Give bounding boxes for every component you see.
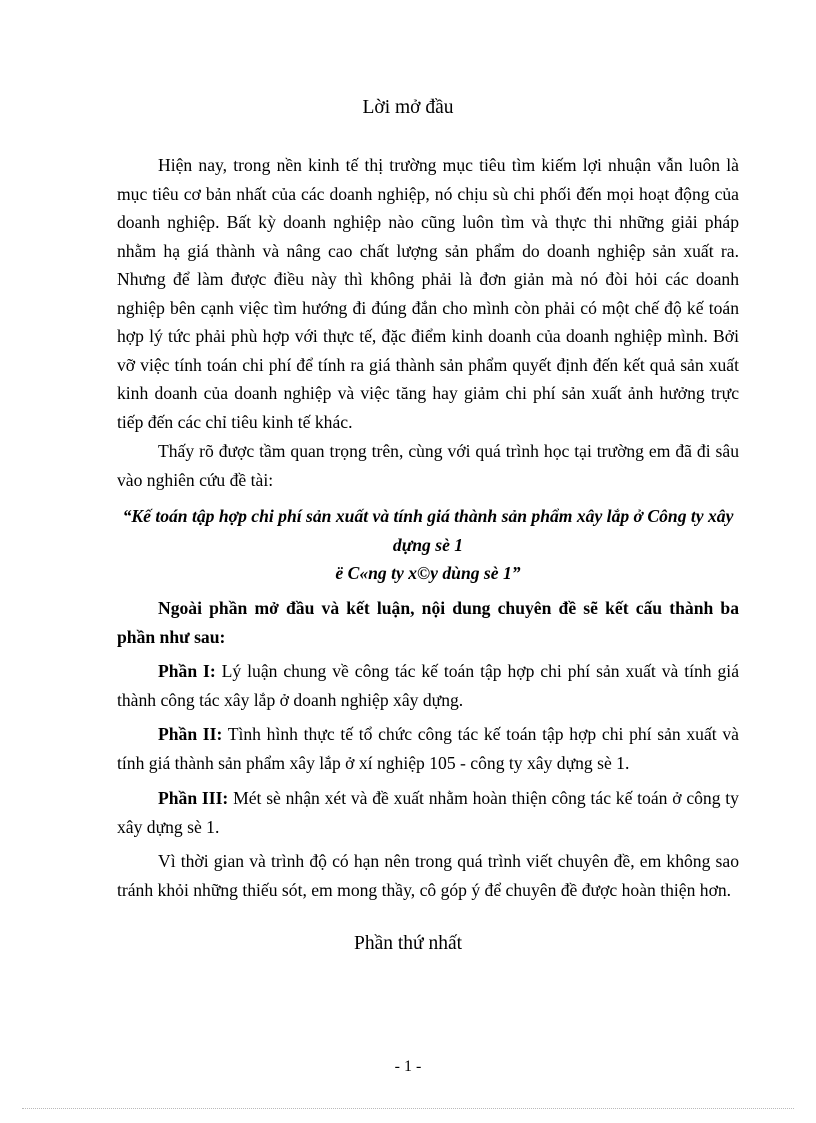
part1-text: Lý luận chung về công tác kế toán tập hợp chi phí sản xuất và tính giá thành công tác xây lắp ở doanh nghiệp xây dựng. [117, 661, 739, 710]
part1-paragraph [117, 657, 739, 714]
section-heading: Phần thứ nhất [353, 933, 463, 954]
structure-paragraph: Ngoài phần mở đầu và kết luận, nội dung chuyên đề sẽ kết cấu thành ba phần như sau: [117, 598, 739, 647]
part2-paragraph [117, 720, 739, 777]
part2-text: Tình hình thực tế tổ chức công tác kế toán tập hợp chi phí sản xuất và tính giá thành sản phẩm xây lắp ở xí nghiệp 105 - công ty xây dựng sè 1. [117, 724, 739, 773]
topic-title-line2: ë C«ng ty x©y dùng sè 1” [335, 563, 521, 583]
intro-paragraph: Hiện nay, trong nền kinh tế thị trường mục tiêu tìm kiếm lợi nhuận vẫn luôn là mục tiêu cơ bản nhất của các doanh nghiệp, nó chịu sù chi phối đến mọi hoạt động của doanh nghiệp. Bất kỳ doanh nghiệp nào cũng luôn tìm và thực thi những giải pháp nhằm hạ giá thành và nâng cao chất lượng sản phẩm do doanh nghiệp sản xuất ra. Nhưng để làm được điều này thì không phải là đơn giản mà nó đòi hỏi các doanh nghiệp bên cạnh việc tìm hướng đi đúng đắn cho mình còn phải có một chế độ kế toán hợp lý tức phải phù hợp với thực tế, đặc điểm kinh doanh của doanh nghiệp mình. Bởi vỡ việc tính toán chi phí để tính ra giá thành sản phẩm quyết định đến kết quả sản xuất kinh doanh của doanh nghiệp và việc tăng hay giảm chi phí sản xuất ảnh hưởng trực tiếp đến các chỉ tiêu kinh tế khác. [117, 155, 739, 432]
closing-paragraph: Vì thời gian và trình độ có hạn nên trong quá trình viết chuyên đề, em không sao tránh khỏi những thiếu sót, em mong thầy, cô góp ý để chuyên đề được hoàn thiện hơn. [117, 851, 739, 900]
page-number: - 1 - [394, 1058, 422, 1075]
part1-label: Phần I: [158, 661, 216, 681]
part3-label: Phần III: [158, 788, 229, 808]
topic-title-line1: “Kế toán tập hợp chi phí sản xuất và tính giá thành sản phẩm xây lắp ở Công ty xây dựng sè 1 [122, 506, 734, 555]
topic-lead-paragraph: Thấy rõ được tầm quan trọng trên, cùng với quá trình học tại trường em đã đi sâu vào nghiên cứu đề tài: [117, 441, 739, 490]
part3-paragraph [117, 784, 739, 841]
page-title: Lời mở đầu [362, 97, 454, 118]
part2-label: Phần II: [158, 724, 223, 744]
part3-text: Mét sè nhận xét và đề xuất nhằm hoàn thiện công tác kế toán ở công ty xây dựng sè 1. [117, 788, 739, 837]
page-bottom-divider [22, 1108, 794, 1109]
